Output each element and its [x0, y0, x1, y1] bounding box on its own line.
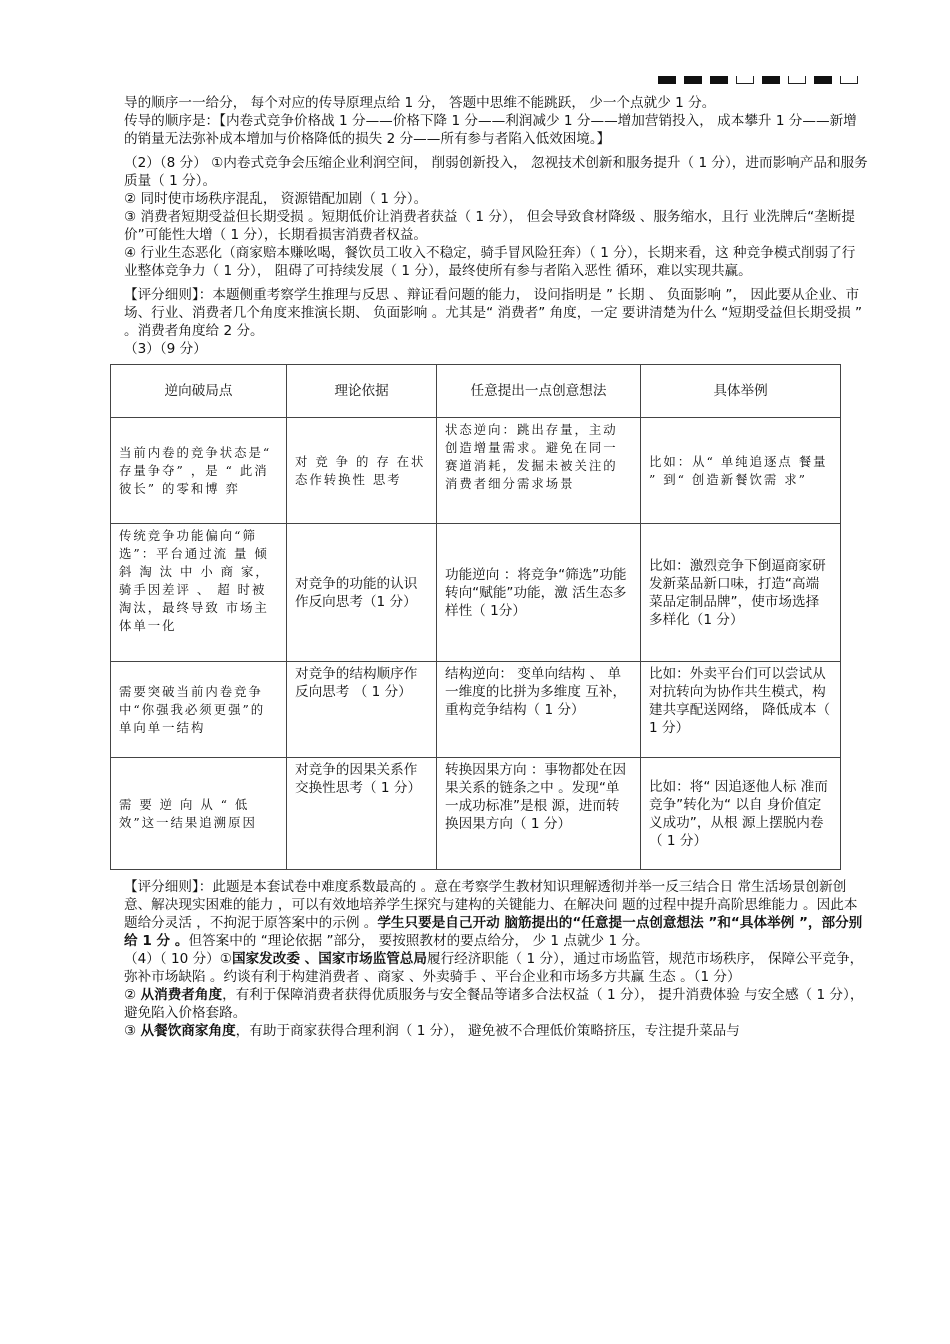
table-cell: 传统竞争功能偏向“筛选”：平台通过流 量 倾 斜 淘 汰 中 小 商 家，骑手因差评 、 超 时被淘汰，最终导致 市场主体单一化 [111, 524, 287, 662]
bold-text: 国家发改委 、国家市场监管总局 [231, 951, 427, 967]
text: 履行经济职能（ 1 分），通过市场监管，规范市场秩序， 保障公平竞争，弥补市场缺陷 。约谈有利于构建消费者 、商家 、外卖骑手 、平台企业和市场多方共赢 生态 。（1 分） [124, 951, 864, 985]
paragraph: 【评分细则】：本题侧重考察学生推理与反思 、辩证看问题的能力， 设问指明是 ” 长期 、 负面影响 ”， 因此要从企业、市场、行业、消费者几个角度来推演长期、 负面影响 。尤其是“ 消费者” 角度，一定 要讲清楚为什么 “短期受益但长期受损 ” 。消费者角度给 2 分。 [124, 287, 863, 339]
mark [840, 76, 858, 84]
table-cell: 比如：将“ 因追逐他人标 准而竞争”转化为“ 以自 身价值定义成功”，从根 源上摆脱内卷（ 1 分） [641, 758, 841, 870]
paragraph: 导的顺序一一给分， 每个对应的传导原理点给 1 分， 答题中思维不能跳跃， 少一个点就少 1 分。 [124, 95, 716, 111]
table-cell: 需要突破当前内卷竞争中“你强我必须更强”的单向单一结构 [111, 662, 287, 758]
table-header: 逆向破局点 [111, 365, 287, 418]
mark [736, 76, 754, 84]
mark [710, 76, 728, 84]
table-cell: 结构逆向： 变单向结构 、 单一维度的比拼为多维度 互补， 重构竞争结构（ 1 分） [437, 662, 641, 758]
bold-text: 从餐饮商家角度 [140, 1023, 236, 1039]
paragraph [124, 986, 868, 1022]
mark [684, 76, 702, 84]
paragraph [124, 1022, 868, 1040]
table-cell: 需 要 逆 向 从 “ 低 效”这一结果追溯原因 [111, 758, 287, 870]
document-page [119, 94, 868, 1040]
table-cell: 功能逆向 ：将竞争“筛选”功能转向“赋能”功能，激 活生态多样性（ 1分） [437, 524, 641, 662]
header-marks [658, 76, 858, 84]
table-header: 任意提出一点创意想法 [437, 365, 641, 418]
table-header-row [111, 365, 841, 418]
mark [762, 76, 780, 84]
bold-text: 学生只要是自己开动 脑筋提出的“任意提一点创意想法 ”和“具体举例 ”，部分别给 1 分 。 [124, 915, 863, 949]
text: ③ [124, 1023, 141, 1039]
table-header: 理论依据 [287, 365, 437, 418]
bold-text: 从消费者角度 [140, 987, 223, 1003]
table-header: 具体举例 [641, 365, 841, 418]
mark [658, 76, 676, 84]
table-cell: 比如：外卖平台们可以尝试从对抗转向为协作共生模式，构建共享配送网络， 降低成本（ 1 分） [641, 662, 841, 758]
paragraph: ③ 消费者短期受益但长期受损 。短期低价让消费者获益（ 1 分）， 但会导致食材降级 、服务缩水，且行 业洗牌后“垄断提价”可能性大增（ 1 分），长期看损害消费者权益。 [124, 209, 856, 243]
table-cell: 比如：激烈竞争下倒逼商家研发新菜品新口味，打造“高端菜品定制品牌”，使市场选择多样化（1 分） [641, 524, 841, 662]
text: ，有助于商家获得合理利润（ 1 分）， 避免被不合理低价策略挤压，专注提升菜品与 [235, 1023, 740, 1039]
table-row [111, 524, 841, 662]
table-row [111, 662, 841, 758]
paragraph: ② 同时使市场秩序混乱， 资源错配加剧（ 1 分）。 [124, 191, 428, 207]
paragraph: ④ 行业生态恶化（商家赔本赚吆喝，餐饮员工收入不稳定，骑手冒风险狂奔）（ 1 分），长期来看，这 种竞争模式削弱了行业整体竞争力（ 1 分）， 阻碍了可持续发展（ 1 分），最终使所有参与者陷入恶性 循环，难以实现共赢。 [124, 245, 856, 279]
text: （4）（ 10 分）① [124, 951, 232, 967]
table-cell: 对竞争的结构顺序作反向思考 （ 1 分） [287, 662, 437, 758]
mark [788, 76, 806, 84]
scoring-note [124, 878, 868, 950]
paragraph: （3）（9 分） [124, 341, 207, 357]
table-row [111, 418, 841, 524]
table-cell: 当前内卷的竞争状态是“ 存量争夺” ，是 “ 此消彼长” 的零和博 弈 [111, 418, 287, 524]
text: ② [124, 987, 141, 1003]
paragraph: 传导的顺序是：【内卷式竞争价格战 1 分——价格下降 1 分——利润减少 1 分——增加营销投入， 成本攀升 1 分——新增的销量无法弥补成本增加与价格降低的损失 2 分——所有参与者陷入低效困境。】 [124, 113, 857, 147]
answer-table [110, 364, 841, 870]
text: 【评分细则】：此题是本套试卷中难度系数最高的 。意在考察学生教材知识理解透彻并举一反三结合日 常生活场景创新创意、解决现实困难的能力 ，可以有效地培养学生探究与建构的关键能力、在解决问 题的过程中提升高阶思维能力 。因此本题给分灵活 ，不拘泥于原答案中的示例 。 [124, 879, 858, 931]
mark [814, 76, 832, 84]
table-cell: 对 竞 争 的 存 在状态作转换性 思考 [287, 418, 437, 524]
table-cell: 转换因果方向 ：事物都处在因果关系的链条之中 。发现“单一成功标准”是根 源，进而转换因果方向（ 1 分） [437, 758, 641, 870]
paragraph: （2）（8 分） ①内卷式竞争会压缩企业利润空间， 削弱创新投入， 忽视技术创新和服务提升（ 1 分），进而影响产品和服务质量（ 1 分）。 [124, 155, 868, 189]
text: ，有利于保障消费者获得优质服务与安全餐品等诸多合法权益（ 1 分）， 提升消费体验 与安全感（ 1 分），避免陷入价格套路。 [124, 987, 864, 1021]
table-cell: 对竞争的功能的认识作反向思考（1 分） [287, 524, 437, 662]
table-cell: 状态逆向：跳出存量，主动创造增量需求。避免在同一赛道消耗，发掘未被关注的消费者细分需求场景 [437, 418, 641, 524]
text: 但答案中的 “理论依据 ”部分， 要按照教材的要点给分， 少 1 点就少 1 分。 [188, 933, 649, 949]
table-cell: 比如：从“ 单纯追逐点 餐量 ” 到“ 创造新餐饮需 求” [641, 418, 841, 524]
table-cell: 对竞争的因果关系作交换性思考（ 1 分） [287, 758, 437, 870]
paragraph [124, 950, 868, 986]
table-row [111, 758, 841, 870]
